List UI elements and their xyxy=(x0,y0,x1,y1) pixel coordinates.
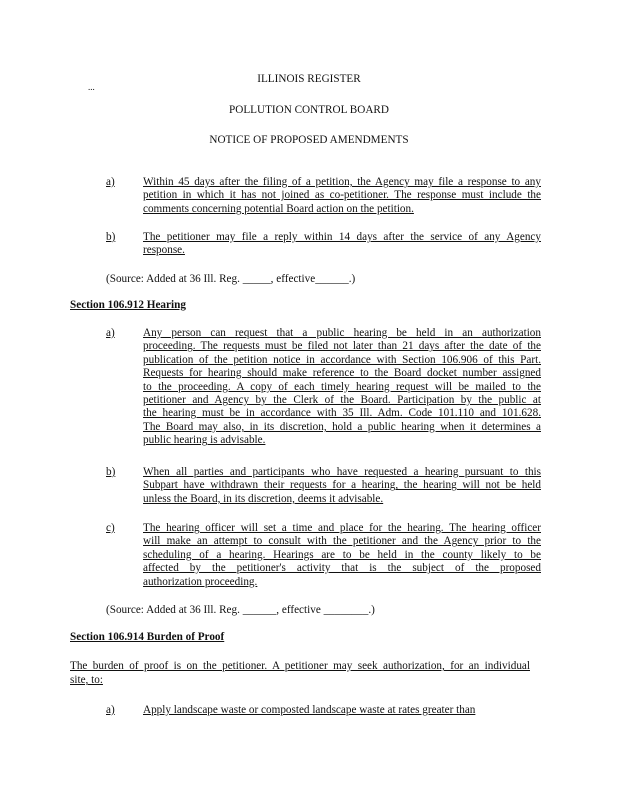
text-line: petition in which it has not joined as co-petitioner. The response must include the xyxy=(143,189,541,202)
item-b-label: b) xyxy=(106,231,116,243)
text-line: publication of the petition notice in accordance with Section 106.906 of this Part. xyxy=(143,353,541,366)
text-line: site, to: xyxy=(70,674,103,686)
text-line: Apply landscape waste or composted landscape waste at rates greater than xyxy=(143,704,476,716)
text-line: the hearing must be in accordance with 35 Ill. Adm. Code 101.110 and 101.628. xyxy=(143,407,541,420)
text-line: petitioner and Agency by the Clerk of the Board. Participation by the public at xyxy=(143,394,541,407)
item-a-text xyxy=(143,327,541,448)
item-a-label: a) xyxy=(106,176,115,188)
source-note: (Source: Added at 36 Ill. Reg. ______, effective ________.) xyxy=(106,604,375,616)
text-line: affected by the petitioner's activity that is the subject of the proposed xyxy=(143,562,541,575)
text-line: to the proceeding. A copy of each timely hearing request will be mailed to the xyxy=(143,380,541,393)
item-b-text xyxy=(143,231,541,258)
burden-paragraph xyxy=(70,659,530,687)
item-b-label: b) xyxy=(106,466,116,478)
item-a-text xyxy=(143,704,541,717)
text-line: will make an attempt to consult with the petitioner and the Agency prior to the xyxy=(143,535,541,548)
text-line: Requests for hearing should make reference to the Board docket number assigned xyxy=(143,367,541,380)
item-c-text xyxy=(143,522,541,589)
item-a-text xyxy=(143,176,541,216)
text-line: The burden of proof is on the petitioner. A petitioner may seek authorization, for an individual xyxy=(70,660,530,672)
item-a-label: a) xyxy=(106,704,115,716)
notice-title: NOTICE OF PROPOSED AMENDMENTS xyxy=(209,134,409,146)
section-heading-burden-of-proof: Section 106.914 Burden of Proof xyxy=(70,631,225,643)
text-line: The hearing officer will set a time and place for the hearing. The hearing officer xyxy=(143,522,541,534)
source-note: (Source: Added at 36 Ill. Reg. _____, effective______.) xyxy=(106,273,356,285)
text-line: The Board may also, in its discretion, hold a public hearing when it determines a xyxy=(143,420,541,433)
text-line: The petitioner may file a reply within 14 days after the service of any Agency xyxy=(143,231,541,243)
text-line: unless the Board, in its discretion, deems it advisable. xyxy=(143,492,384,505)
text-line: Any person can request that a public hearing be held in an authorization xyxy=(143,327,541,339)
text-line: response. xyxy=(143,244,185,257)
item-b-text xyxy=(143,466,541,506)
text-line: scheduling of a hearing. Hearings are to be held in the county likely to be xyxy=(143,548,541,561)
text-line: public hearing is advisable. xyxy=(143,434,266,447)
text-line: comments concerning potential Board action on the petition. xyxy=(143,202,414,215)
text-line: When all parties and participants who have requested a hearing pursuant to this xyxy=(143,466,541,478)
board-title: POLLUTION CONTROL BOARD xyxy=(229,104,389,116)
section-heading-hearing: Section 106.912 Hearing xyxy=(70,299,186,311)
register-title: ILLINOIS REGISTER xyxy=(257,73,361,85)
text-line: authorization proceeding. xyxy=(143,575,258,588)
text-line: Within 45 days after the filing of a petition, the Agency may file a response to any xyxy=(143,176,541,188)
text-line: Subpart have withdrawn their requests for a hearing, the hearing will not be held xyxy=(143,479,541,492)
stray-mark: ... xyxy=(88,82,95,92)
item-a-label: a) xyxy=(106,327,115,339)
item-c-label: c) xyxy=(106,522,115,534)
text-line: proceeding. The requests must be filed not later than 21 days after the date of the xyxy=(143,340,541,353)
